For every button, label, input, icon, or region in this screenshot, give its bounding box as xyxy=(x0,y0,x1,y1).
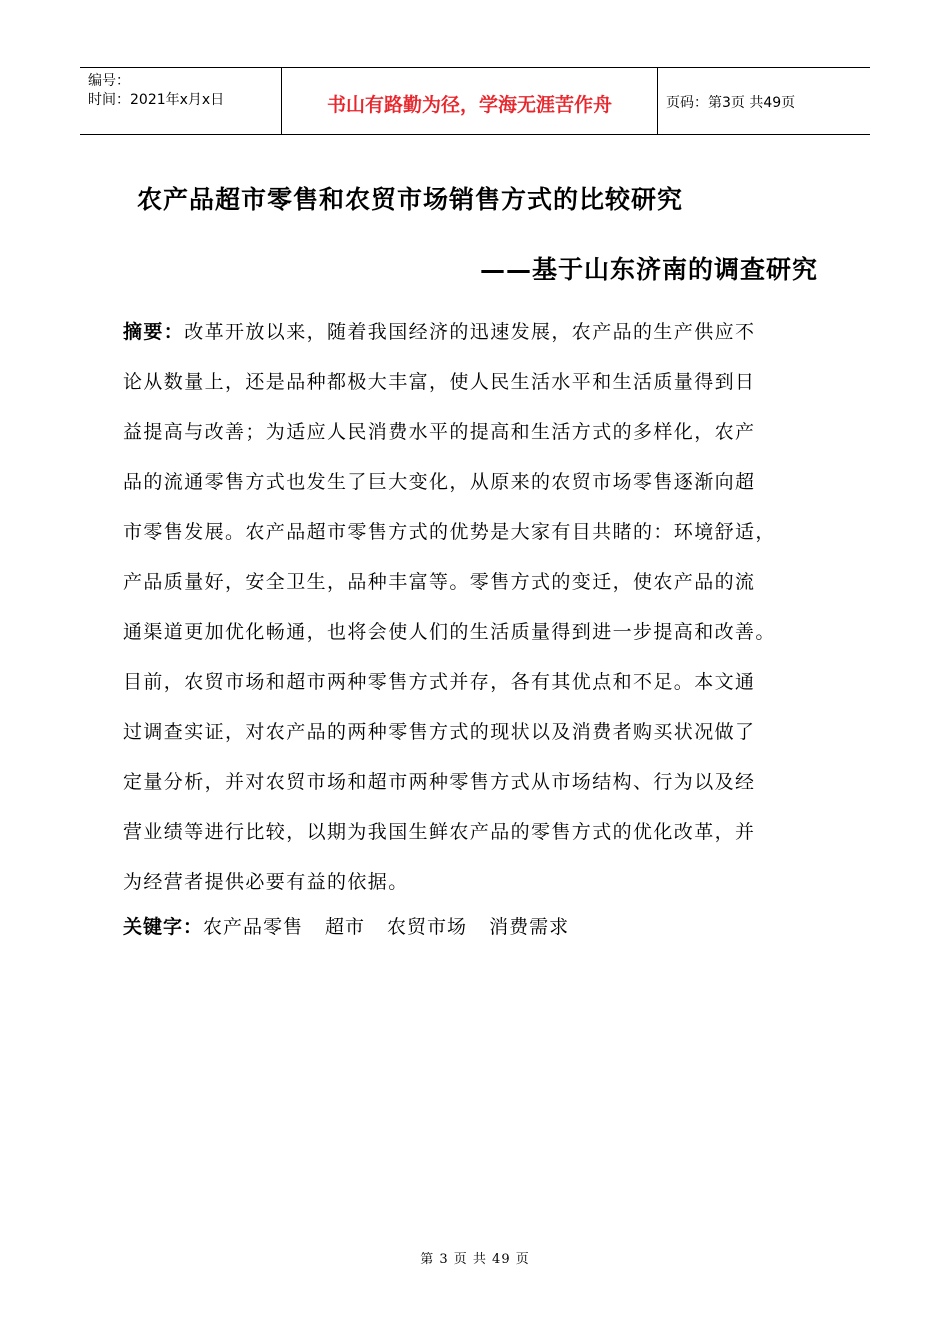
abstract-line xyxy=(123,314,835,364)
keywords-line xyxy=(123,912,591,939)
header-motto-cell xyxy=(282,68,658,134)
abstract-line: 市零售发展。农产品超市零售方式的优势是大家有目共睹的：环境舒适， xyxy=(123,521,776,543)
page-info: 页码：第3页 共49页 xyxy=(666,95,796,111)
keyword: 消费需求 xyxy=(489,916,570,938)
abstract-line: 定量分析，并对农贸市场和超市两种零售方式从市场结构、行为以及经 xyxy=(123,771,756,793)
abstract-line: 产品质量好，安全卫生，品种丰富等。零售方式的变迁，使农产品的流 xyxy=(123,571,756,593)
number-label: 编号： xyxy=(88,73,130,89)
document-title: 农产品超市零售和农贸市场销售方式的比较研究 xyxy=(137,185,684,214)
abstract-line: 营业绩等进行比较，以期为我国生鲜农产品的零售方式的优化改革，并 xyxy=(123,821,756,843)
abstract-section xyxy=(123,314,835,914)
header-meta-cell xyxy=(80,68,282,134)
abstract-line: 过调查实证，对农产品的两种零售方式的现状以及消费者购买状况做了 xyxy=(123,721,756,743)
motto-text: 书山有路勤为径，学海无涯苦作舟 xyxy=(326,93,612,116)
document-subtitle: ——基于山东济南的调查研究 xyxy=(479,255,818,284)
abstract-label: 摘要： xyxy=(123,321,185,343)
abstract-line: 为经营者提供必要有益的依据。 xyxy=(123,871,409,893)
keyword: 农产品零售 xyxy=(203,916,304,938)
abstract-line: 通渠道更加优化畅通，也将会使人们的生活质量得到进一步提高和改善。 xyxy=(123,621,776,643)
header-table xyxy=(80,67,870,135)
header-page-cell xyxy=(658,68,870,134)
abstract-line-text: 改革开放以来，随着我国经济的迅速发展，农产品的生产供应不 xyxy=(184,321,756,343)
abstract-line: 论从数量上，还是品种都极大丰富，使人民生活水平和生活质量得到日 xyxy=(123,371,756,393)
keyword: 超市 xyxy=(325,916,366,938)
keyword: 农贸市场 xyxy=(387,916,468,938)
keywords-label: 关键字： xyxy=(123,916,204,938)
abstract-line: 益提高与改善；为适应人民消费水平的提高和生活方式的多样化，农产 xyxy=(123,421,756,443)
time-label: 时间：2021年x月x日 xyxy=(88,92,225,108)
abstract-line: 目前，农贸市场和超市两种零售方式并存，各有其优点和不足。本文通 xyxy=(123,671,756,693)
page-footer: 第 3 页 共 49 页 xyxy=(420,1252,530,1267)
abstract-line: 品的流通零售方式也发生了巨大变化，从原来的农贸市场零售逐渐向超 xyxy=(123,471,756,493)
